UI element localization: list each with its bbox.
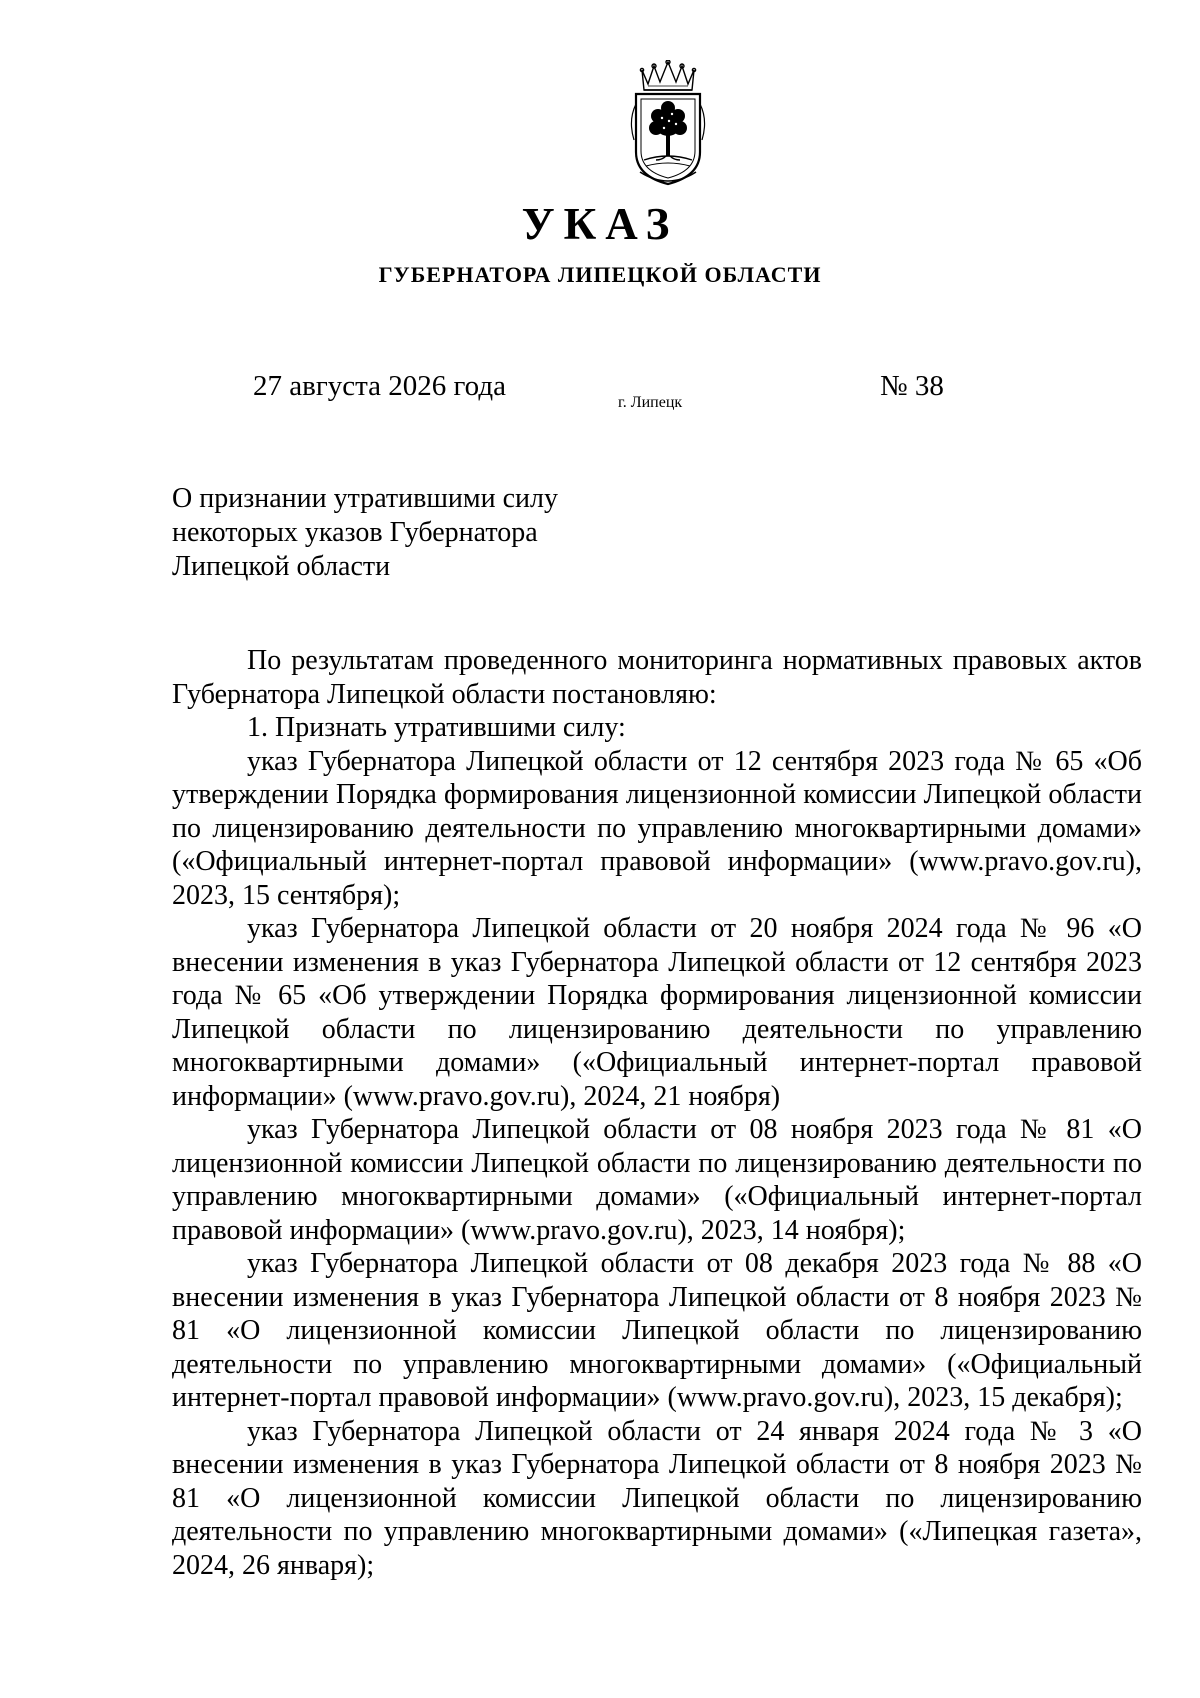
body-paragraph-decree-88: указ Губернатора Липецкой области от 08 декабря 2023 года № 88 «О внесении изменения в указ Губернатора Липецкой области от 8 ноября 2023 № 81 «О лицензионной комиссии Липецкой области по лицензированию деятельности по управлению многоквартирными домами» («Официальный интернет-портал правовой информации» (www.pravo.gov.ru), 2023, 15 декабря); (172, 1248, 1142, 1413)
coat-of-arms-icon (622, 60, 714, 188)
document-title: УКАЗ (521, 199, 679, 249)
heading-line: некоторых указов Губернатора (172, 517, 538, 548)
document-date: 27 августа 2026 года (253, 370, 506, 402)
document-body (172, 644, 1142, 1582)
body-paragraph-decree-96: указ Губернатора Липецкой области от 20 ноября 2024 года № 96 «О внесении изменения в указ Губернатора Липецкой области от 12 сентября 2023 года № 65 «Об утверждении Порядка формирования лицензионной комиссии Липецкой области по лицензированию деятельности по управлению многоквартирными домами» («Официальный интернет-портал правовой информации» (www.pravo.gov.ru), 2024, 21 ноября) (172, 913, 1142, 1112)
body-paragraph-item-1: 1. Признать утратившими силу: (247, 712, 626, 743)
heading-line: Липецкой области (172, 551, 391, 582)
body-paragraph-decree-3: указ Губернатора Липецкой области от 24 января 2024 года № 3 «О внесении изменения в указ Губернатора Липецкой области от 8 ноября 2023 № 81 «О лицензионной комиссии Липецкой области по лицензированию деятельности по управлению многоквартирными домами» («Липецкая газета», 2024, 26 января); (172, 1415, 1142, 1581)
document-subtitle: ГУБЕРНАТОРА ЛИПЕЦКОЙ ОБЛАСТИ (378, 262, 822, 287)
body-paragraph-decree-81: указ Губернатора Липецкой области от 08 ноября 2023 года № 81 «О лицензионной комиссии Липецкой области по лицензированию деятельности по управлению многоквартирными домами» («Официальный интернет-портал правовой информации» (www.pravo.gov.ru), 2023, 14 ноября); (172, 1114, 1142, 1246)
document-city: г. Липецк (618, 394, 683, 411)
body-paragraph-decree-65: указ Губернатора Липецкой области от 12 сентября 2023 года № 65 «Об утверждении Порядка формирования лицензионной комиссии Липецкой области по лицензированию деятельности по управлению многоквартирными домами» («Официальный интернет-портал правовой информации» (www.pravo.gov.ru), 2023, 15 сентября); (172, 745, 1142, 911)
body-paragraph-preamble: По результатам проведенного мониторинга нормативных правовых актов Губернатора Липецкой области постановляю: (172, 645, 1142, 710)
document-number: № 38 (880, 370, 944, 402)
heading-line: О признании утратившими силу (172, 483, 558, 514)
document-heading (172, 482, 558, 584)
